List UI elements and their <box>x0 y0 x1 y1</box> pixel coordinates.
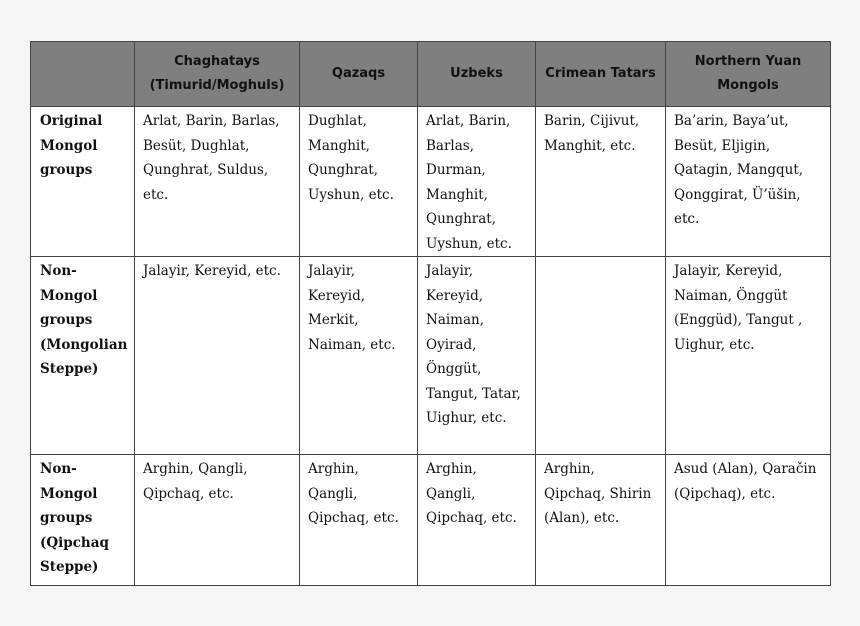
header-chaghatays: Chaghatays (Timurid/Moghuls) <box>135 42 300 107</box>
table-cell: Arlat, Barin, Barlas, Durman, Manghit, Qunghrat, Uyshun, etc. <box>418 107 536 257</box>
header-crimean-tatars: Crimean Tatars <box>536 42 666 107</box>
table-cell: Dughlat, Manghit, Qunghrat, Uyshun, etc. <box>300 107 418 257</box>
row-label: Original Mongol groups <box>31 107 135 257</box>
table-cell: Asud (Alan), Qaračin (Qipchaq), etc. <box>666 455 831 586</box>
row-label: Non- Mongol groups (Qipchaq Steppe) <box>31 455 135 586</box>
table-cell: Jalayir, Kereyid, etc. <box>135 257 300 455</box>
table-cell: Ba’arin, Baya’ut, Besüt, Eljigin, Qatagin, Mangqut, Qonggirat, Ü’üšin, etc. <box>666 107 831 257</box>
table-cell: Arghin, Qangli, Qipchaq, etc. <box>418 455 536 586</box>
table-row <box>31 107 831 257</box>
table-cell: Arghin, Qipchaq, Shirin (Alan), etc. <box>536 455 666 586</box>
table-cell: Arghin, Qangli, Qipchaq, etc. <box>300 455 418 586</box>
groups-table-container <box>30 41 831 586</box>
row-label: Non- Mongol groups (Mongolian Steppe) <box>31 257 135 455</box>
table-cell: Barin, Cijivut, Manghit, etc. <box>536 107 666 257</box>
header-uzbeks: Uzbeks <box>418 42 536 107</box>
groups-table <box>30 41 831 586</box>
table-cell: Jalayir, Kereyid, Naiman, Oyirad, Önggüt, Tangut, Tatar, Uighur, etc. <box>418 257 536 455</box>
table-row <box>31 257 831 455</box>
header-corner <box>31 42 135 107</box>
table-cell: Jalayir, Kereyid, Merkit, Naiman, etc. <box>300 257 418 455</box>
header-northern-yuan-mongols: Northern Yuan Mongols <box>666 42 831 107</box>
table-cell: Jalayir, Kereyid, Naiman, Önggüt (Enggüd), Tangut , Uighur, etc. <box>666 257 831 455</box>
table-cell: Arghin, Qangli, Qipchaq, etc. <box>135 455 300 586</box>
header-row <box>31 42 831 107</box>
table-row <box>31 455 831 586</box>
header-qazaqs: Qazaqs <box>300 42 418 107</box>
table-cell: Arlat, Barin, Barlas, Besüt, Dughlat, Qunghrat, Suldus, etc. <box>135 107 300 257</box>
table-cell <box>536 257 666 455</box>
